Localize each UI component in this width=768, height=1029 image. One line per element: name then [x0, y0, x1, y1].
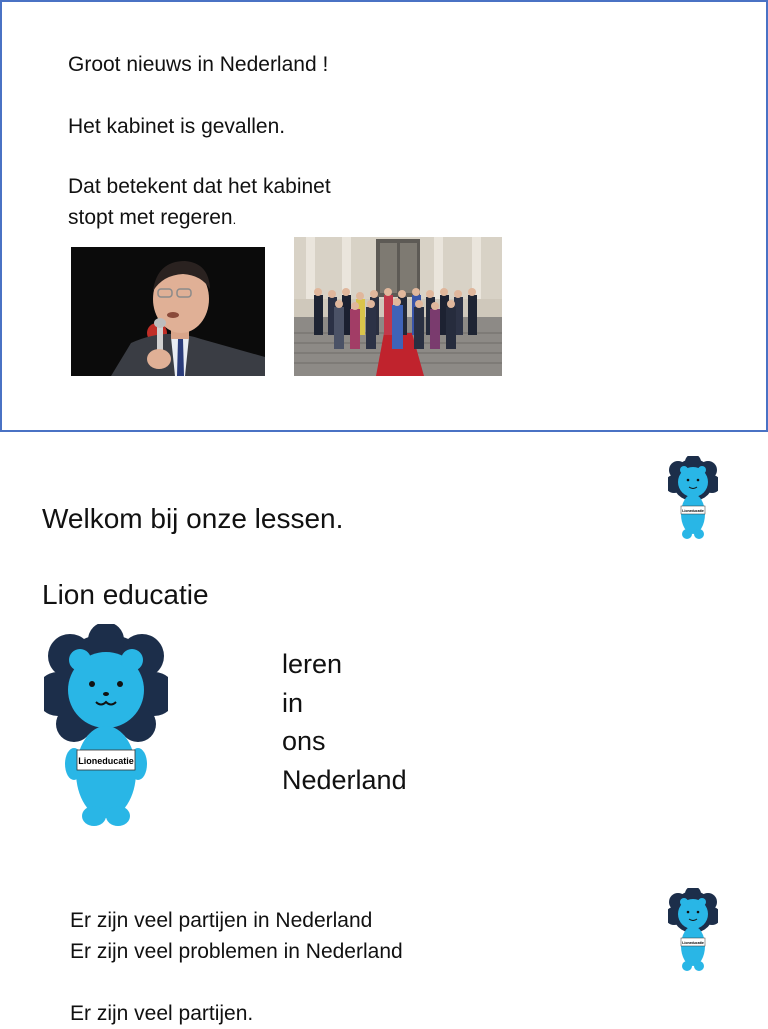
mascot-label: Lioneducatie: [78, 756, 134, 766]
lion-mascot-small-icon: [668, 888, 718, 972]
parties-line-1: Er zijn veel partijen in Nederland: [70, 909, 373, 932]
cabinet-fallen-text: Het kabinet is gevallen.: [68, 115, 286, 138]
meaning-text-period: .: [232, 212, 237, 227]
word-list: [282, 645, 407, 799]
parties-slide: [0, 870, 768, 1024]
news-slide: [0, 0, 768, 432]
lion-mascot-small-icon: [668, 456, 718, 540]
cabinet-group-photo: [294, 237, 502, 376]
welcome-heading: Welkom bij onze lessen.: [42, 503, 344, 534]
meaning-text-line1: Dat betekent dat het kabinet: [68, 175, 331, 198]
word-ons: ons: [282, 726, 326, 756]
meaning-text-line2: [68, 203, 236, 235]
headline-text: Groot nieuws in Nederland !: [68, 53, 329, 76]
small-mascot-label: Lioneducatie: [682, 509, 704, 513]
problems-line: Er zijn veel problemen in Nederland: [70, 940, 403, 963]
brand-name: Lion educatie: [42, 579, 209, 610]
word-leren: leren: [282, 649, 343, 679]
meaning-text-line2-words: stopt met regeren: [68, 206, 233, 229]
parties-line-2: Er zijn veel partijen.: [70, 1002, 254, 1025]
small-mascot-label: Lioneducatie: [682, 941, 704, 945]
welcome-slide: [0, 432, 768, 862]
word-nederland: Nederland: [282, 764, 407, 795]
person-with-microphone-photo: [71, 247, 265, 376]
lion-mascot-icon: [44, 624, 168, 828]
word-in: in: [282, 687, 304, 718]
